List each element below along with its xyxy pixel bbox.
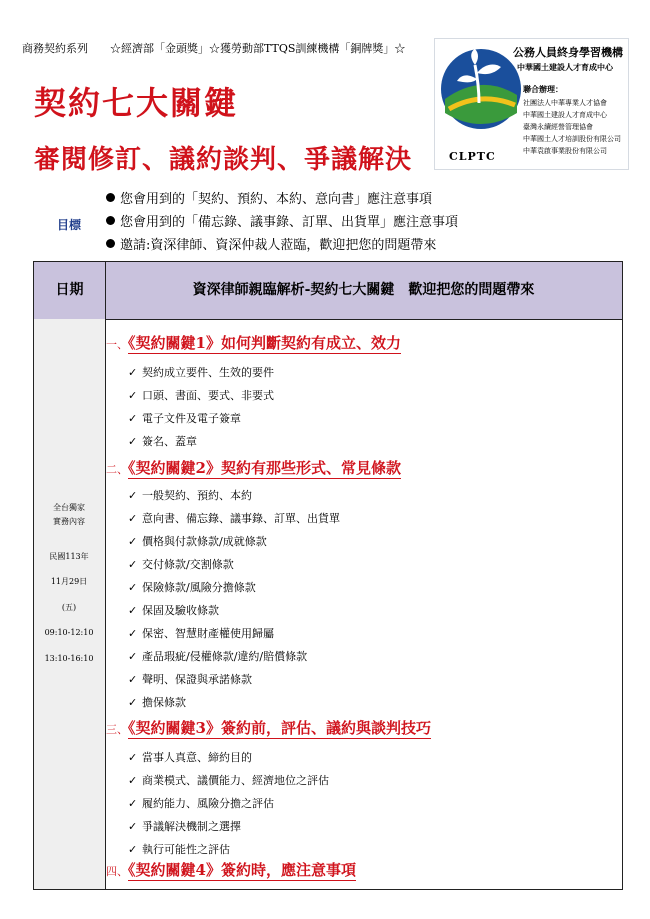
section-number: 二、 [106,463,128,476]
goals-label: 目標 [57,218,82,232]
course-table [33,261,623,890]
section-title: 《契約關鍵4》簽約時，應注意事項 [128,861,356,879]
item-text: 電子文件及電子簽章 [142,412,241,425]
list-item [128,533,267,549]
item-text: 當事人真意、締約目的 [142,751,252,764]
series-label: 商務契約系列 [22,42,88,55]
check-icon: ✓ [128,751,138,764]
check-icon: ✓ [128,512,138,525]
bullet-icon [106,239,115,248]
schedule-line: (五) [61,603,77,612]
logo-organization-name: 公務人員終身學習機構 [513,46,623,59]
logo-center-name: 中華國土建設人才育成中心 [517,62,613,72]
logo-abbreviation: CLPTC [449,150,496,163]
item-text: 保密、智慧財產權使用歸屬 [142,627,274,640]
section-number: 一、 [106,338,128,351]
item-text: 簽名、蓋章 [142,435,197,448]
check-icon: ✓ [128,489,138,502]
goal-item [106,188,458,211]
course-content [106,319,622,889]
list-item [128,433,197,449]
logo-partner: 社團法人中華專業人才協會 [523,99,607,107]
check-icon: ✓ [128,558,138,571]
logo-partners-list [523,97,621,157]
goal-text: 邀請:資深律師、資深仲裁人蒞臨，歡迎把您的問題帶來 [120,238,437,253]
item-text: 一般契約、預約、本約 [142,489,252,502]
check-icon: ✓ [128,820,138,833]
list-item [128,602,219,618]
logo-partners-title: 聯合辦理： [523,84,563,94]
section-title: 《契約關鍵3》簽約前，評估、議約與談判技巧 [128,719,431,737]
item-text: 履約能力、風險分擔之評估 [142,797,274,810]
schedule-line: 09:10-12:10 [44,628,94,637]
section-number: 三、 [106,723,128,736]
list-item [128,510,340,526]
schedule-line: 全台獨家 [53,503,85,512]
goal-item [106,211,458,234]
goal-text: 您會用到的「契約、預約、本約、意向書」應注意事項 [120,192,433,207]
item-text: 意向書、備忘錄、議事錄、訂單、出貨單 [142,512,340,525]
item-text: 擔保條款 [142,696,186,709]
item-text: 保固及驗收條款 [142,604,219,617]
goal-item [106,234,458,257]
list-item [128,671,252,687]
section-number: 四、 [106,865,128,878]
list-item [128,410,241,426]
check-icon: ✓ [128,604,138,617]
logo-partner: 中華國土人才培訓股份有限公司 [523,135,621,143]
section-title: 《契約關鍵2》契約有那些形式、常見條款 [128,459,401,477]
item-text: 執行可能性之評估 [142,843,230,856]
check-icon: ✓ [128,366,138,379]
item-text: 契約成立要件、生效的要件 [142,366,274,379]
table-header [34,262,622,320]
list-item [128,648,307,664]
check-icon: ✓ [128,581,138,594]
goal-text: 您會用到的「備忘錄、議事錄、訂單、出貨單」應注意事項 [120,215,459,230]
item-text: 保險條款/風險分擔條款 [142,581,256,594]
schedule-line: 實務內容 [53,517,85,526]
item-text: 產品瑕疵/侵權條款/違約/賠償條款 [142,650,308,663]
check-icon: ✓ [128,535,138,548]
page-title: 契約七大關鍵 [34,84,239,122]
logo-partner: 臺灣永續經營管理協會 [523,123,593,131]
check-icon: ✓ [128,797,138,810]
section-heading [106,859,356,880]
list-item [128,772,329,788]
schedule-line: 民國113年 [49,552,89,561]
section-heading [106,717,431,738]
list-item [128,818,241,834]
award-line: ☆經濟部「金頭獎」☆獲勞動部TTQS訓練機構「銅牌獎」☆ [110,42,406,55]
header-title: 資深律師親臨解析-契約七大關鍵 歡迎把您的問題帶來 [192,282,535,298]
list-item [128,749,252,765]
sprout-globe-icon [439,43,523,139]
section-title: 《契約關鍵1》如何判斷契約有成立、效力 [128,334,401,352]
check-icon: ✓ [128,650,138,663]
item-text: 交付條款/交割條款 [142,558,234,571]
check-icon: ✓ [128,412,138,425]
list-item [128,387,274,403]
check-icon: ✓ [128,843,138,856]
date-column [34,319,106,889]
list-item [128,841,230,857]
item-text: 爭議解決機制之選擇 [142,820,241,833]
logo-partner: 中華袁啟事業股份有限公司 [523,147,607,155]
section-heading [106,457,401,478]
item-text: 商業模式、議價能力、經濟地位之評估 [142,774,329,787]
header-date: 日期 [34,262,106,319]
item-text: 價格與付款條款/成就條款 [142,535,267,548]
bullet-icon [106,216,115,225]
goals-list [106,188,458,257]
series-line [22,40,405,56]
check-icon: ✓ [128,696,138,709]
check-icon: ✓ [128,774,138,787]
list-item [128,364,274,380]
list-item [128,694,186,710]
list-item [128,625,274,641]
item-text: 口頭、書面、要式、非要式 [142,389,274,402]
bullet-icon [106,193,115,202]
check-icon: ✓ [128,627,138,640]
check-icon: ✓ [128,673,138,686]
list-item [128,556,234,572]
clptc-logo [434,38,629,170]
page-subtitle: 審閱修訂、議約談判、爭議解決 [34,145,413,175]
check-icon: ✓ [128,435,138,448]
schedule-line: 11月29日 [50,577,88,586]
logo-partner: 中華國土建設人才育成中心 [523,111,607,119]
list-item [128,579,256,595]
item-text: 聲明、保證與承諾條款 [142,673,252,686]
check-icon: ✓ [128,389,138,402]
list-item [128,795,274,811]
section-heading [106,332,401,353]
schedule-line: 13:10-16:10 [44,654,94,663]
list-item [128,487,252,503]
